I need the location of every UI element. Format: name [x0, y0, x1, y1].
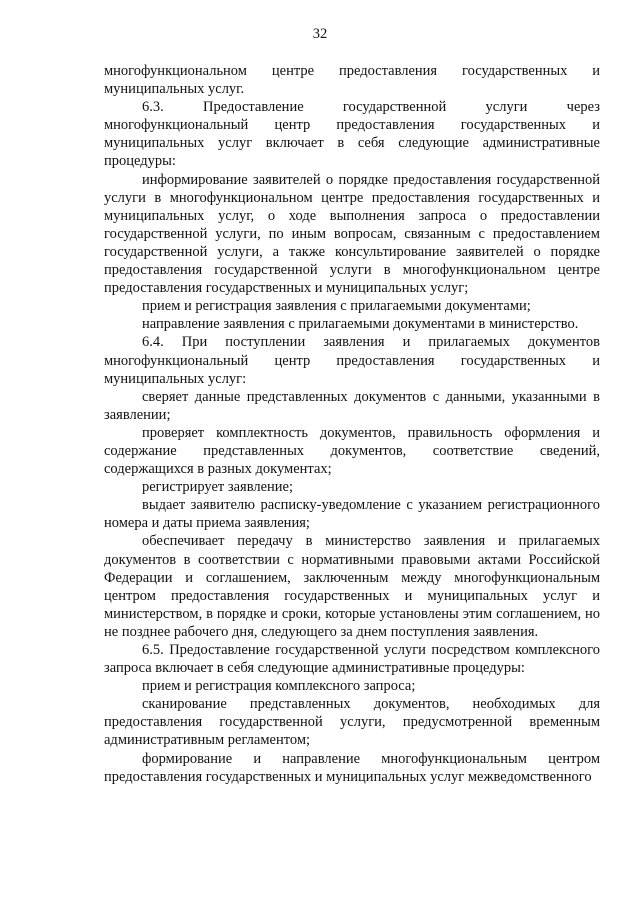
- paragraph-transfer: обеспечивает передачу в министерство заявления и прилагаемых документов в соответствии с нормативными правовыми актами Российской Федерации и соглашением, заключенным между многофункциональным центром предоставления государственных и муниципальных услуг и министерством, в порядке и сроки, которые установлены этим соглашением, но не позднее рабочего дня, следующего за днем поступления заявления.: [104, 533, 600, 640]
- paragraph-complex-request: прием и регистрация комплексного запроса;: [142, 678, 416, 695]
- paragraph-reception: прием и регистрация заявления с прилагаемыми документами;: [142, 298, 531, 315]
- paragraph-scanning: сканирование представленных документов, необходимых для предоставления государственной услуги, предусмотренной временным административным регламентом;: [104, 696, 600, 749]
- paragraph-formation: формирование и направление многофункциональным центром предоставления государственных и муниципальных услуг межведомственного: [104, 750, 600, 785]
- paragraph-verifies: сверяет данные представленных документов с данными, указанными в заявлении;: [104, 388, 600, 423]
- paragraph-informing: информирование заявителей о порядке предоставления государственной услуги в многофункциональном центре предоставления государственных и муниципальных услуг, о ходе выполнения запроса о предоставлении государственной услуги, по иным вопросам, связанным с предоставлением государственной услуги, а также консультирование заявителей о порядке предоставления государственной услуги в многофункциональном центре предоставления государственных и муниципальных услуг;: [104, 171, 600, 297]
- paragraph-receipt: выдает заявителю расписку-уведомление с указанием регистрационного номера и даты приема заявления;: [104, 497, 600, 532]
- paragraph-section-6-4: 6.4. При поступлении заявления и прилагаемых документов многофункциональный центр предоставления государственных и муниципальных услуг:: [104, 334, 600, 387]
- paragraph-registers: регистрирует заявление;: [142, 479, 294, 496]
- paragraph-continuation: многофункциональном центре предоставления государственных и муниципальных услуг.: [104, 63, 600, 98]
- paragraph-checks: проверяет комплектность документов, правильность оформления и содержание представленных документов, соответствие сведений, содержащихся в разных документах;: [104, 424, 600, 478]
- paragraph-forwarding: направление заявления с прилагаемыми документами в министерство.: [142, 316, 579, 333]
- paragraph-section-6-3: 6.3. Предоставление государственной услуги через многофункциональный центр предоставления государственных и муниципальных услуг включает в себя следующие административные процедуры:: [104, 99, 600, 170]
- document-body: [104, 62, 600, 786]
- page-number: 32: [312, 26, 328, 42]
- paragraph-section-6-5: 6.5. Предоставление государственной услуги посредством комплексного запроса включает в себя следующие административные процедуры:: [104, 642, 600, 677]
